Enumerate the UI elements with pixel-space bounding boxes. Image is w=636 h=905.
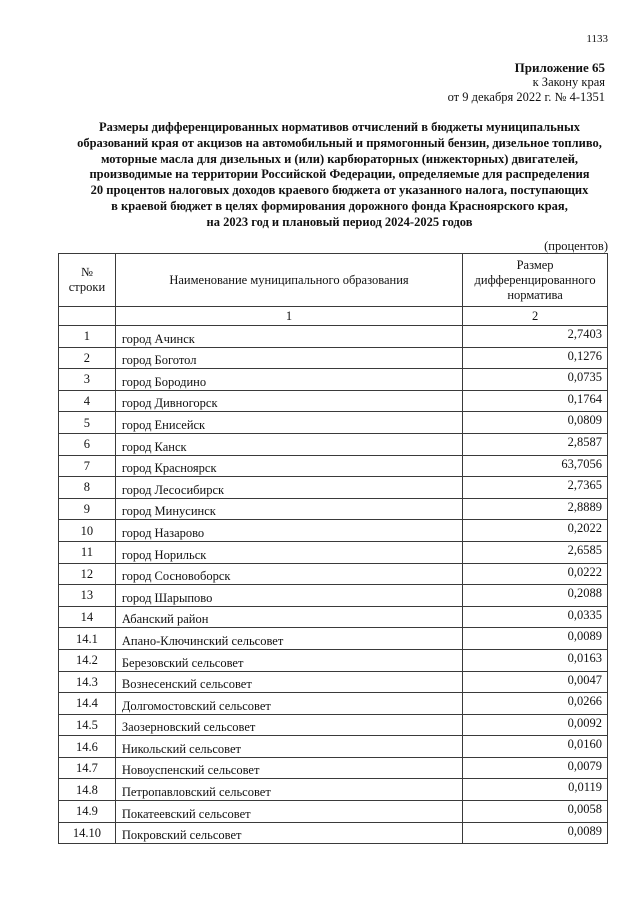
norm-value: 2,7403 bbox=[463, 326, 608, 348]
table-row bbox=[59, 390, 608, 412]
norm-value: 0,0047 bbox=[463, 671, 608, 693]
table-row bbox=[59, 693, 608, 715]
row-number: 7 bbox=[59, 455, 116, 477]
appendix-header bbox=[448, 60, 605, 105]
municipality-name: Петропавловский сельсовет bbox=[115, 779, 462, 801]
header-row-number bbox=[59, 254, 116, 307]
norm-value: 0,0735 bbox=[463, 369, 608, 391]
row-number: 14.6 bbox=[59, 736, 116, 758]
row-number: 6 bbox=[59, 433, 116, 455]
title-line: на 2023 год и плановый период 2024-2025 годов bbox=[206, 214, 473, 229]
table-row bbox=[59, 455, 608, 477]
municipality-name: город Дивногорск bbox=[115, 390, 462, 412]
norm-value: 0,0058 bbox=[463, 801, 608, 823]
row-number: 2 bbox=[59, 347, 116, 369]
municipality-name: город Сосновоборск bbox=[115, 563, 462, 585]
table-row bbox=[59, 563, 608, 585]
municipality-name: Покатеевский сельсовет bbox=[115, 801, 462, 823]
municipality-name: Абанский район bbox=[115, 606, 462, 628]
title-line: образований края от акцизов на автомобильный и прямогонный бензин, дизельное топливо, bbox=[77, 135, 602, 150]
header-text: № bbox=[80, 265, 93, 279]
norm-value: 2,7365 bbox=[463, 477, 608, 499]
table-row bbox=[59, 541, 608, 563]
municipality-name: город Назарово bbox=[115, 520, 462, 542]
row-number: 10 bbox=[59, 520, 116, 542]
table-row bbox=[59, 412, 608, 434]
norm-value: 0,0809 bbox=[463, 412, 608, 434]
table-row bbox=[59, 326, 608, 348]
row-number: 5 bbox=[59, 412, 116, 434]
norm-value: 0,0089 bbox=[463, 822, 608, 844]
norm-value: 0,0092 bbox=[463, 714, 608, 736]
norm-value: 0,0163 bbox=[463, 649, 608, 671]
table-row bbox=[59, 477, 608, 499]
header-norm-size bbox=[463, 254, 608, 307]
norm-value: 0,0089 bbox=[463, 628, 608, 650]
row-number: 13 bbox=[59, 585, 116, 607]
title-line: в краевой бюджет в целях формирования дорожного фонда Красноярского края, bbox=[111, 198, 568, 213]
title-line: 20 процентов налоговых доходов краевого бюджета от указанного налога, поступающих bbox=[90, 183, 589, 198]
row-number: 3 bbox=[59, 369, 116, 391]
norm-value: 0,2088 bbox=[463, 585, 608, 607]
norm-value: 0,2022 bbox=[463, 520, 608, 542]
table-row bbox=[59, 606, 608, 628]
row-number: 14.3 bbox=[59, 671, 116, 693]
table-row bbox=[59, 671, 608, 693]
norm-value: 0,0335 bbox=[463, 606, 608, 628]
page-number: 1133 bbox=[586, 33, 608, 45]
municipality-name: город Ачинск bbox=[115, 326, 462, 348]
municipality-name: город Норильск bbox=[115, 541, 462, 563]
row-number: 14.5 bbox=[59, 714, 116, 736]
table-row bbox=[59, 520, 608, 542]
municipality-name: город Красноярск bbox=[115, 455, 462, 477]
header-text: норматива bbox=[507, 287, 563, 302]
municipality-name: город Боготол bbox=[115, 347, 462, 369]
norm-value: 2,6585 bbox=[463, 541, 608, 563]
row-number: 12 bbox=[59, 563, 116, 585]
municipality-name: Покровский сельсовет bbox=[115, 822, 462, 844]
norm-value: 0,0119 bbox=[463, 779, 608, 801]
index-cell: 1 bbox=[115, 307, 462, 326]
header-text: строки bbox=[68, 280, 106, 294]
municipality-name: Березовский сельсовет bbox=[115, 649, 462, 671]
row-number: 14.8 bbox=[59, 779, 116, 801]
municipality-name: город Канск bbox=[115, 433, 462, 455]
municipality-name: город Лесосибирск bbox=[115, 477, 462, 499]
table-row bbox=[59, 628, 608, 650]
municipality-name: Новоуспенский сельсовет bbox=[115, 757, 462, 779]
title-line: производимые на территории Российской Федерации, определяемые для распределения bbox=[89, 167, 590, 182]
norm-value: 0,0160 bbox=[463, 736, 608, 758]
norm-value: 2,8889 bbox=[463, 498, 608, 520]
table-row bbox=[59, 347, 608, 369]
table-row bbox=[59, 433, 608, 455]
table-row bbox=[59, 757, 608, 779]
document-title bbox=[62, 120, 617, 231]
municipality-name: город Бородино bbox=[115, 369, 462, 391]
norm-value: 0,0266 bbox=[463, 693, 608, 715]
norm-value: 0,0079 bbox=[463, 757, 608, 779]
appendix-law-ref: к Закону края bbox=[532, 75, 605, 89]
norms-table bbox=[58, 253, 608, 844]
norm-value: 0,0222 bbox=[463, 563, 608, 585]
table-row bbox=[59, 779, 608, 801]
row-number: 14.9 bbox=[59, 801, 116, 823]
row-number: 9 bbox=[59, 498, 116, 520]
row-number: 14.4 bbox=[59, 693, 116, 715]
units-label: (процентов) bbox=[544, 239, 608, 253]
header-municipality-name: Наименование муниципального образования bbox=[115, 254, 462, 307]
table-row bbox=[59, 498, 608, 520]
table-row bbox=[59, 736, 608, 758]
table-header-row bbox=[59, 254, 608, 307]
table-row bbox=[59, 822, 608, 844]
index-cell bbox=[59, 307, 116, 326]
norm-value: 63,7056 bbox=[463, 455, 608, 477]
norm-value: 2,8587 bbox=[463, 433, 608, 455]
table-row bbox=[59, 801, 608, 823]
appendix-law-date: от 9 декабря 2022 г. № 4-1351 bbox=[447, 90, 605, 104]
municipality-name: город Шарыпово bbox=[115, 585, 462, 607]
row-number: 14.1 bbox=[59, 628, 116, 650]
row-number: 8 bbox=[59, 477, 116, 499]
municipality-name: Заозерновский сельсовет bbox=[115, 714, 462, 736]
appendix-title: Приложение 65 bbox=[514, 60, 605, 75]
row-number: 14.2 bbox=[59, 649, 116, 671]
row-number: 4 bbox=[59, 390, 116, 412]
table-row bbox=[59, 585, 608, 607]
row-number: 11 bbox=[59, 541, 116, 563]
table-row bbox=[59, 714, 608, 736]
title-line: моторные масла для дизельных и (или) карбюраторных (инжекторных) двигателей, bbox=[100, 151, 579, 166]
municipality-name: город Енисейск bbox=[115, 412, 462, 434]
row-number: 14.10 bbox=[59, 822, 116, 844]
row-number: 14.7 bbox=[59, 757, 116, 779]
row-number: 14 bbox=[59, 606, 116, 628]
municipality-name: Долгомостовский сельсовет bbox=[115, 693, 462, 715]
header-text: дифференцированного bbox=[474, 272, 596, 287]
municipality-name: Вознесенский сельсовет bbox=[115, 671, 462, 693]
norm-value: 0,1276 bbox=[463, 347, 608, 369]
table-row bbox=[59, 369, 608, 391]
row-number: 1 bbox=[59, 326, 116, 348]
table-index-row bbox=[59, 307, 608, 326]
municipality-name: Апано-Ключинский сельсовет bbox=[115, 628, 462, 650]
norm-value: 0,1764 bbox=[463, 390, 608, 412]
municipality-name: город Минусинск bbox=[115, 498, 462, 520]
header-text: Размер bbox=[516, 257, 554, 272]
municipality-name: Никольский сельсовет bbox=[115, 736, 462, 758]
title-line: Размеры дифференцированных нормативов отчислений в бюджеты муниципальных bbox=[99, 120, 580, 134]
index-cell: 2 bbox=[463, 307, 608, 326]
table-row bbox=[59, 649, 608, 671]
